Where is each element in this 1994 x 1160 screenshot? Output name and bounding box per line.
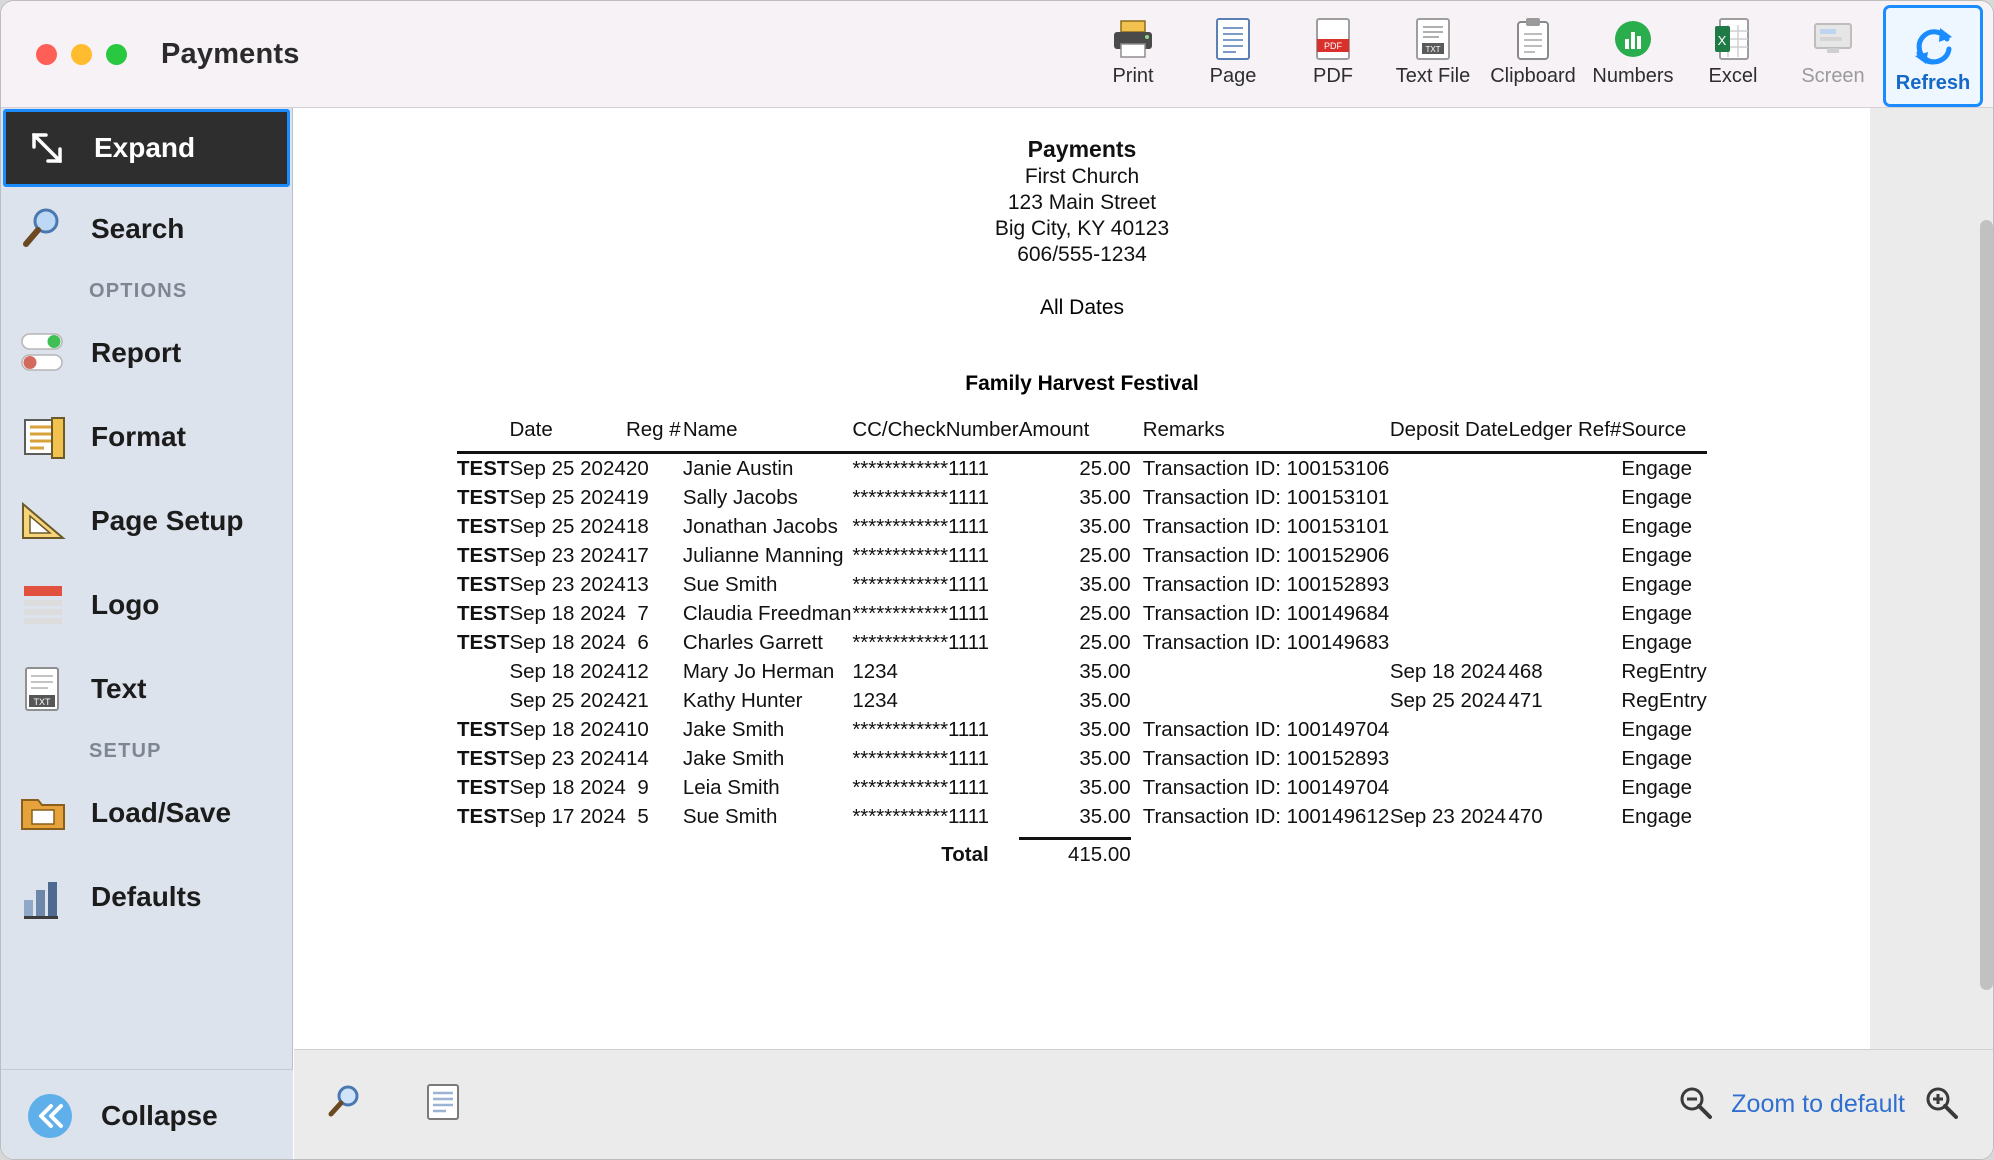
col-amount: Amount (1018, 418, 1090, 441)
sidebar-expand-label: Expand (94, 132, 196, 163)
cell-cc: ************1111 (852, 543, 990, 567)
col-ledger-ref: Ledger Ref# (1508, 418, 1622, 441)
cell-source: Engage (1621, 514, 1692, 538)
sidebar-collapse-label: Collapse (101, 1099, 218, 1131)
cell-source: Engage (1621, 601, 1692, 625)
cell-date: Sep 23 2024 (509, 543, 626, 567)
cell-source: Engage (1621, 717, 1692, 741)
cell-remarks: Transaction ID: 100153106 (1142, 456, 1390, 480)
page-icon (1207, 15, 1259, 63)
cell-amount: 35.00 (1079, 572, 1131, 596)
content-area (294, 108, 1994, 1160)
cell-cc: 1234 (852, 659, 898, 683)
cell-test: TEST (457, 485, 510, 509)
cell-amount: 35.00 (1079, 775, 1131, 799)
report-header (294, 108, 1870, 268)
cell-ledger: 470 (1508, 804, 1543, 828)
cell-deposit (1390, 628, 1509, 657)
cell-test: TEST (457, 717, 510, 741)
cell-source: Engage (1621, 746, 1692, 770)
toolbar-page-button[interactable] (1183, 5, 1283, 97)
cell-date: Sep 18 2024 (509, 659, 626, 683)
cell-date: Sep 25 2024 (509, 485, 626, 509)
cell-ledger: 471 (1508, 688, 1543, 712)
cell-deposit (1390, 512, 1509, 541)
toolbar-textfile-label: Text File (1395, 65, 1471, 87)
cell-name: Sally Jacobs (682, 485, 798, 509)
cell-deposit (1390, 715, 1509, 744)
cell-deposit (1390, 483, 1509, 512)
report-address1: 123 Main Street (1007, 191, 1157, 214)
cell-reg: 18 (626, 514, 649, 538)
col-name: Name (682, 418, 738, 441)
cell-reg: 19 (626, 485, 649, 509)
cell-remarks: Transaction ID: 100153101 (1142, 514, 1390, 538)
table-body (457, 453, 1707, 870)
sidebar-item-text[interactable] (1, 647, 292, 731)
cell-amount: 35.00 (1079, 717, 1131, 741)
table-header (457, 418, 1707, 453)
expand-arrows-icon (20, 121, 74, 175)
table-row[interactable] (457, 715, 1707, 744)
txt-document-icon (17, 662, 71, 716)
cell-cc: ************1111 (852, 485, 990, 509)
cell-amount: 35.00 (1079, 688, 1131, 712)
table-row[interactable] (457, 541, 1707, 570)
cell-source: Engage (1621, 572, 1692, 596)
cell-date: Sep 18 2024 (509, 630, 626, 654)
numbers-icon (1607, 15, 1659, 63)
cell-cc: ************1111 (852, 775, 990, 799)
cell-ledger (1508, 453, 1621, 484)
cell-test: TEST (457, 456, 510, 480)
cell-reg: 6 (637, 630, 649, 654)
toolbar-refresh-label: Refresh (1895, 72, 1971, 94)
sidebar-item-report[interactable] (1, 311, 292, 395)
cell-test: TEST (457, 746, 510, 770)
collapse-arrows-icon (23, 1089, 77, 1143)
cell-remarks: Transaction ID: 100152893 (1142, 572, 1390, 596)
sidebar-item-label-text: Text (91, 673, 147, 704)
cell-cc: ************1111 (852, 717, 990, 741)
folder-icon (17, 786, 71, 840)
cell-test: TEST (457, 514, 510, 538)
cell-deposit (1390, 599, 1509, 628)
cell-cc: 1234 (852, 688, 898, 712)
close-button[interactable] (36, 44, 57, 65)
cell-date: Sep 23 2024 (509, 572, 626, 596)
sidebar-item-label-page-setup: Page Setup (91, 505, 244, 536)
total-row (457, 840, 1707, 869)
logo-image-icon (17, 578, 71, 632)
cell-test (457, 686, 509, 715)
toolbar (1083, 5, 1983, 105)
cell-test: TEST (457, 543, 510, 567)
table-row[interactable] (457, 599, 1707, 628)
cell-amount: 25.00 (1079, 456, 1131, 480)
cell-reg: 21 (626, 688, 649, 712)
cell-remarks (1143, 686, 1390, 715)
cell-remarks (1143, 657, 1390, 686)
cell-date: Sep 18 2024 (509, 717, 626, 741)
cell-cc: ************1111 (852, 601, 990, 625)
cell-source: Engage (1621, 543, 1692, 567)
cell-name: Kathy Hunter (682, 688, 803, 712)
toolbar-clipboard-label: Clipboard (1490, 65, 1576, 87)
table-row[interactable] (457, 512, 1707, 541)
table-row[interactable] (457, 657, 1707, 686)
cell-amount: 35.00 (1079, 659, 1131, 683)
sidebar-item-format[interactable] (1, 395, 292, 479)
maximize-button[interactable] (106, 44, 127, 65)
cell-remarks: Transaction ID: 100149704 (1142, 717, 1390, 741)
cell-amount: 35.00 (1079, 746, 1131, 770)
cell-test: TEST (457, 804, 510, 828)
cell-deposit: Sep 23 2024 (1389, 804, 1507, 828)
cell-reg: 9 (637, 775, 649, 799)
toolbar-screen-label: Screen (1801, 65, 1865, 87)
cell-cc: ************1111 (852, 572, 990, 596)
title-bar (1, 1, 1994, 108)
cell-source: RegEntry (1621, 688, 1707, 712)
vertical-scrollbar[interactable] (1980, 220, 1993, 1040)
cell-reg: 14 (626, 746, 649, 770)
cell-date: Sep 23 2024 (509, 746, 626, 770)
cell-date: Sep 18 2024 (509, 775, 626, 799)
cell-deposit: Sep 18 2024 (1389, 659, 1507, 683)
sidebar-item-label-load-save: Load/Save (91, 797, 232, 828)
cell-test (457, 657, 509, 686)
toolbar-print-button[interactable] (1083, 5, 1183, 97)
svg-text:TXT: TXT (1425, 45, 1441, 54)
cell-ledger (1508, 744, 1621, 773)
toolbar-screen-button[interactable] (1783, 5, 1883, 97)
cell-test: TEST (457, 630, 510, 654)
cell-source: Engage (1621, 804, 1692, 828)
cell-test: TEST (457, 572, 510, 596)
sidebar-item-label-report: Report (91, 337, 182, 368)
toolbar-pdf-label: PDF (1313, 65, 1353, 87)
report-title: Payments (1027, 136, 1137, 162)
cell-amount: 25.00 (1079, 543, 1131, 567)
total-label: Total (941, 842, 989, 866)
col-ccnumber: CC/CheckNumber (852, 418, 1019, 441)
zoom-in-icon[interactable] (1923, 1084, 1959, 1125)
sidebar-item-page-setup[interactable] (1, 479, 292, 563)
sidebar-item-load-save[interactable] (1, 771, 292, 855)
cell-name: Sue Smith (682, 572, 778, 596)
cell-name: Leia Smith (682, 775, 780, 799)
col-test (457, 418, 509, 453)
sidebar (1, 108, 293, 1160)
sidebar-section-setup: SETUP (89, 739, 162, 762)
cell-test: TEST (457, 601, 510, 625)
cell-ledger (1508, 483, 1621, 512)
cell-deposit (1390, 773, 1509, 802)
cell-cc: ************1111 (852, 456, 990, 480)
magnifier-icon (17, 202, 71, 256)
cell-remarks: Transaction ID: 100153101 (1142, 485, 1390, 509)
pdf-icon (1307, 15, 1359, 63)
table-row[interactable] (457, 628, 1707, 657)
table-row[interactable] (457, 453, 1707, 484)
cell-name: Julianne Manning (682, 543, 844, 567)
total-amount: 415.00 (1068, 842, 1131, 866)
cell-source: Engage (1621, 630, 1692, 654)
col-source: Source (1621, 418, 1687, 441)
cell-date: Sep 25 2024 (509, 514, 626, 538)
cell-remarks: Transaction ID: 100149683 (1142, 630, 1390, 654)
cell-deposit (1390, 570, 1509, 599)
cell-cc: ************1111 (852, 804, 990, 828)
cell-date: Sep 17 2024 (509, 804, 626, 828)
bottom-list-button[interactable] (424, 1082, 462, 1127)
bottom-search-button[interactable] (326, 1082, 366, 1127)
zoom-out-icon[interactable] (1677, 1084, 1713, 1125)
toggles-icon (17, 326, 71, 380)
cell-ledger (1508, 541, 1621, 570)
cell-name: Mary Jo Herman (682, 659, 835, 683)
cell-date: Sep 25 2024 (509, 688, 626, 712)
cell-amount: 25.00 (1079, 601, 1131, 625)
format-ruler-icon (17, 410, 71, 464)
table-row[interactable] (457, 570, 1707, 599)
sidebar-item-label-search: Search (91, 213, 185, 244)
cell-remarks: Transaction ID: 100149612 (1142, 804, 1390, 828)
cell-deposit (1390, 541, 1509, 570)
cell-reg: 10 (626, 717, 649, 741)
toolbar-excel-label: Excel (1708, 65, 1758, 87)
svg-text:TXT: TXT (33, 697, 51, 707)
toolbar-page-label: Page (1209, 65, 1257, 87)
toolbar-excel-button[interactable] (1683, 5, 1783, 97)
cell-ledger (1508, 715, 1621, 744)
table-row[interactable] (457, 802, 1707, 831)
cell-reg: 17 (626, 543, 649, 567)
bottom-bar (294, 1049, 1994, 1159)
sidebar-item-search[interactable] (1, 187, 292, 271)
sidebar-section-options: OPTIONS (89, 279, 188, 302)
toolbar-numbers-label: Numbers (1592, 65, 1674, 87)
excel-icon (1707, 15, 1759, 63)
cell-deposit (1390, 453, 1509, 484)
cell-deposit: Sep 25 2024 (1389, 688, 1507, 712)
table-row[interactable] (457, 744, 1707, 773)
cell-name: Jake Smith (682, 746, 785, 770)
svg-text:X: X (1717, 33, 1727, 48)
cell-cc: ************1111 (852, 514, 990, 538)
toolbar-pdf-button[interactable] (1283, 5, 1383, 97)
sidebar-item-logo[interactable] (1, 563, 292, 647)
cell-date: Sep 18 2024 (509, 601, 626, 625)
report-date-range: All Dates (1039, 296, 1125, 319)
bar-chart-icon (17, 870, 71, 924)
cell-name: Jonathan Jacobs (682, 514, 838, 538)
cell-remarks: Transaction ID: 100152893 (1142, 746, 1390, 770)
toolbar-numbers-button[interactable] (1583, 5, 1683, 97)
cell-amount: 35.00 (1079, 514, 1131, 538)
cell-cc: ************1111 (852, 630, 990, 654)
col-remarks: Remarks (1142, 418, 1225, 441)
triangle-ruler-icon (17, 494, 71, 548)
zoom-to-default-label[interactable]: Zoom to default (1731, 1090, 1905, 1118)
report-table (457, 418, 1707, 869)
cell-cc: ************1111 (852, 746, 990, 770)
cell-date: Sep 25 2024 (509, 456, 626, 480)
cell-reg: 12 (626, 659, 649, 683)
cell-name: Janie Austin (682, 456, 794, 480)
cell-source: Engage (1621, 775, 1692, 799)
printer-icon (1107, 15, 1159, 63)
cell-remarks: Transaction ID: 100149684 (1142, 601, 1390, 625)
sidebar-item-expand[interactable] (3, 109, 290, 187)
cell-ledger (1508, 599, 1621, 628)
cell-ledger (1508, 773, 1621, 802)
cell-ledger (1508, 628, 1621, 657)
clipboard-icon (1507, 15, 1559, 63)
screen-icon (1807, 15, 1859, 63)
sidebar-item-label-defaults: Defaults (91, 881, 202, 912)
cell-name: Charles Garrett (682, 630, 823, 654)
cell-ledger (1508, 512, 1621, 541)
toolbar-textfile-button[interactable] (1383, 5, 1483, 97)
sidebar-item-collapse[interactable] (1, 1069, 293, 1160)
cell-name: Sue Smith (682, 804, 778, 828)
toolbar-clipboard-button[interactable] (1483, 5, 1583, 97)
cell-remarks: Transaction ID: 100152906 (1142, 543, 1390, 567)
report-org: First Church (1024, 165, 1140, 188)
window-title: Payments (161, 37, 300, 70)
cell-reg: 20 (626, 456, 649, 480)
col-date: Date (509, 418, 553, 441)
cell-source: Engage (1621, 456, 1692, 480)
report-address2: Big City, KY 40123 (994, 217, 1170, 240)
cell-reg: 5 (637, 804, 649, 828)
cell-remarks: Transaction ID: 100149704 (1142, 775, 1390, 799)
cell-amount: 35.00 (1079, 804, 1131, 828)
total-separator-row (457, 831, 1707, 840)
cell-deposit (1390, 744, 1509, 773)
table-row[interactable] (457, 483, 1707, 512)
cell-name: Claudia Freedman (682, 601, 852, 625)
col-deposit-date: Deposit Date (1389, 418, 1509, 441)
sidebar-item-defaults[interactable] (1, 855, 292, 939)
cell-name: Jake Smith (682, 717, 785, 741)
cell-ledger: 468 (1508, 659, 1543, 683)
report-page (294, 108, 1870, 1051)
cell-amount: 25.00 (1079, 630, 1131, 654)
cell-ledger (1508, 570, 1621, 599)
scrollbar-thumb[interactable] (1980, 220, 1993, 990)
cell-reg: 13 (626, 572, 649, 596)
toolbar-refresh-button[interactable] (1883, 5, 1983, 107)
table-row[interactable] (457, 773, 1707, 802)
report-group-title: Family Harvest Festival (965, 372, 1199, 395)
cell-source: Engage (1621, 485, 1692, 509)
minimize-button[interactable] (71, 44, 92, 65)
sidebar-item-label-logo: Logo (91, 589, 160, 620)
svg-text:PDF: PDF (1324, 41, 1342, 51)
cell-reg: 7 (637, 601, 649, 625)
cell-amount: 35.00 (1079, 485, 1131, 509)
report-phone: 606/555-1234 (1017, 243, 1147, 266)
text-file-icon (1407, 15, 1459, 63)
table-row[interactable] (457, 686, 1707, 715)
toolbar-print-label: Print (1112, 65, 1154, 87)
cell-source: RegEntry (1621, 659, 1707, 683)
window-controls (36, 44, 127, 65)
cell-test: TEST (457, 775, 510, 799)
refresh-icon (1907, 22, 1959, 70)
sidebar-item-label-format: Format (91, 421, 186, 452)
col-reg: Reg # (625, 418, 681, 441)
